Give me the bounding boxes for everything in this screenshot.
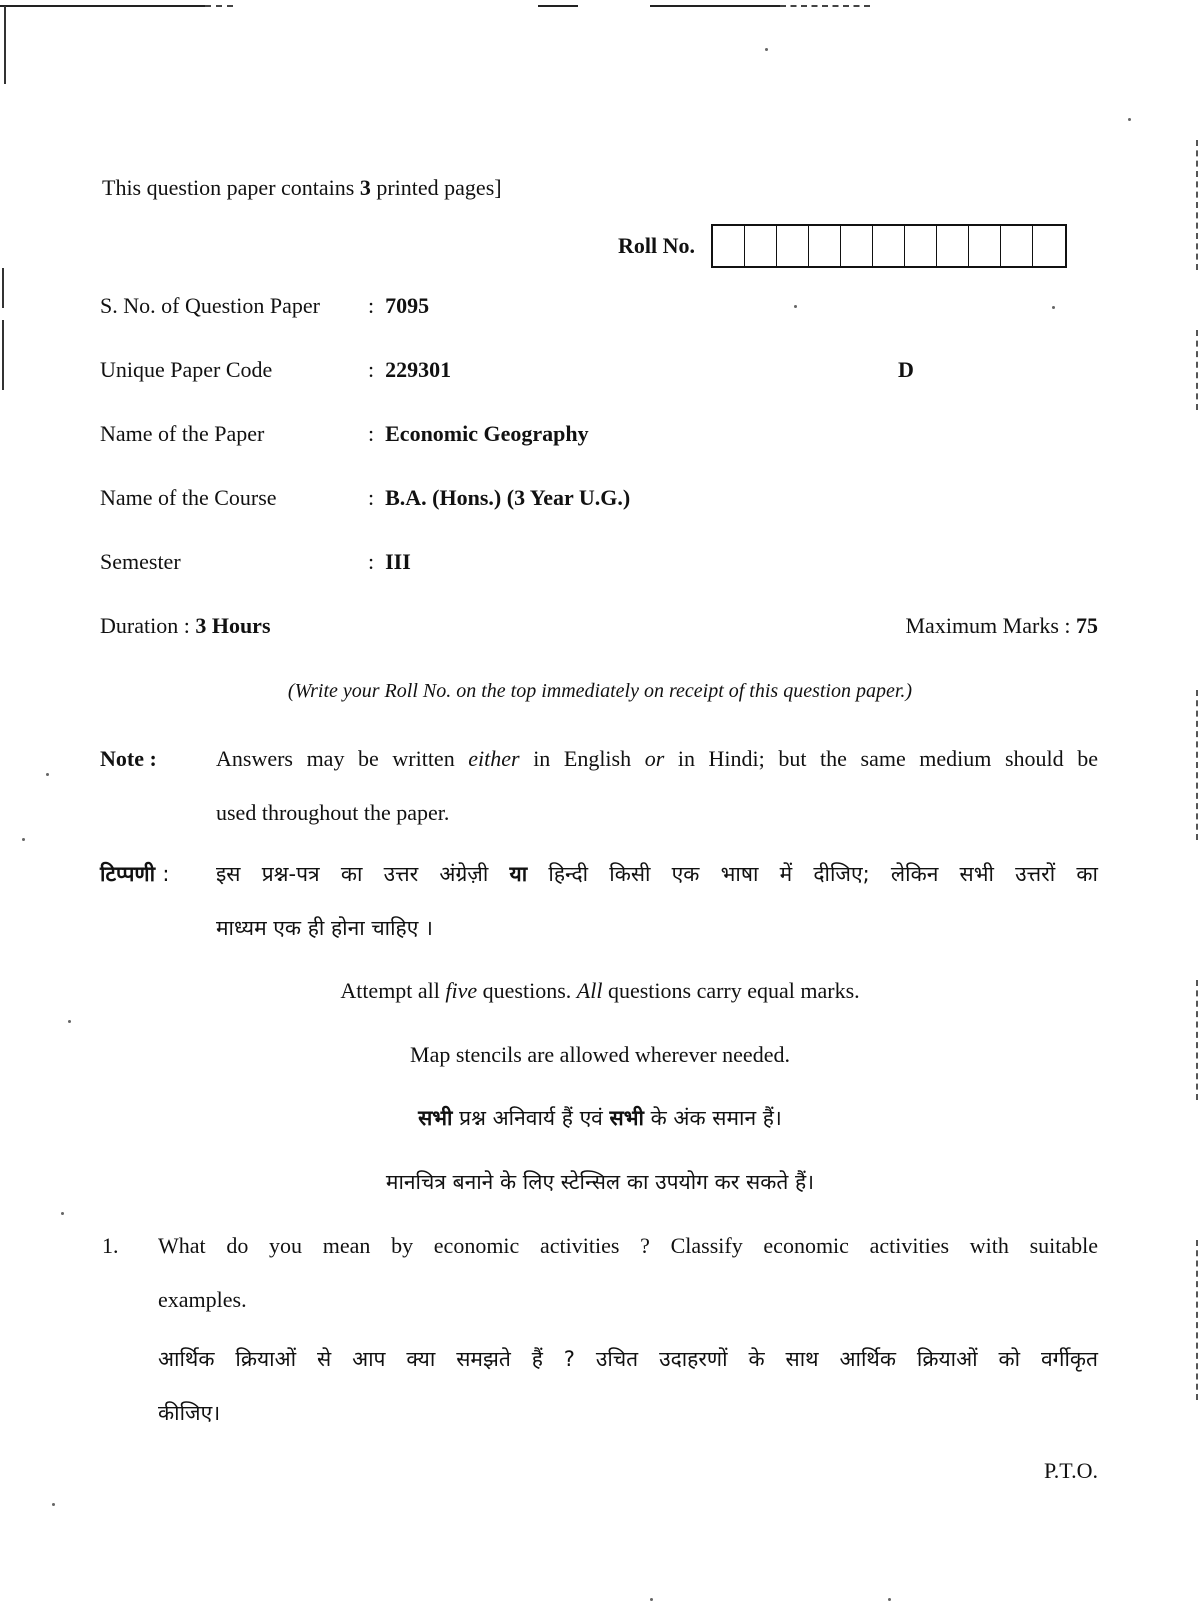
paper-label: Name of the Paper <box>100 421 265 446</box>
scan-dash <box>780 5 870 7</box>
tippani-label: टिप्पणी : <box>100 862 170 886</box>
hindi-map-instruction: मानचित्र बनाने के लिए स्टेन्सिल का उपयोग कर सकते हैं। <box>385 1170 815 1194</box>
roll-digit-box[interactable] <box>745 226 777 266</box>
roll-digit-box[interactable] <box>873 226 905 266</box>
question-number: 1. <box>102 1233 119 1258</box>
scan-mark <box>2 320 4 390</box>
scan-mark <box>1196 1240 1198 1400</box>
course-label: Name of the Course <box>100 485 277 510</box>
sno-label: S. No. of Question Paper <box>100 293 320 318</box>
roll-number-row <box>618 224 1067 268</box>
duration: Duration : 3 Hours <box>100 613 271 638</box>
roll-digit-box[interactable] <box>905 226 937 266</box>
map-instruction: Map stencils are allowed wherever needed. <box>410 1042 790 1067</box>
tippani-line-2: माध्यम एक ही होना चाहिए । <box>216 916 433 940</box>
roll-number-label: Roll No. <box>618 233 695 258</box>
scan-mark <box>1196 690 1198 840</box>
scan-border-top <box>0 5 205 7</box>
maximum-marks: Maximum Marks : 75 <box>905 613 1098 638</box>
roll-digit-box[interactable] <box>1033 226 1065 266</box>
upc-value: : 229301 <box>368 357 452 382</box>
pto-label: P.T.O. <box>1044 1458 1098 1483</box>
question-1-hindi-line-1: आर्थिक क्रियाओं से आप क्या समझते हैं ? उचित उदाहरणों के साथ आर्थिक क्रियाओं को वर्गीकृत <box>158 1347 1098 1371</box>
note-line-1: Answers may be written either in English or in Hindi; but the same medium should be <box>216 746 1098 771</box>
hindi-attempt-instruction: सभी प्रश्न अनिवार्य हैं एवं सभी के अंक समान हैं। <box>418 1106 782 1130</box>
scan-border-left <box>4 6 6 84</box>
roll-digit-box[interactable] <box>777 226 809 266</box>
set-code: D <box>898 357 914 382</box>
note-line-2: used throughout the paper. <box>216 800 450 825</box>
roll-instruction: (Write your Roll No. on the top immediately on receipt of this question paper.) <box>287 680 913 702</box>
course-value: : B.A. (Hons.) (3 Year U.G.) <box>368 485 631 510</box>
tippani-line-1: इस प्रश्न-पत्र का उत्तर अंग्रेज़ी या हिन्दी किसी एक भाषा में दीजिए; लेकिन सभी उत्तरों का <box>216 862 1098 886</box>
scan-line <box>538 5 578 7</box>
page-count: 3 <box>359 175 371 200</box>
semester-value: : III <box>368 549 411 574</box>
upc-label: Unique Paper Code <box>100 357 273 382</box>
roll-digit-box[interactable] <box>937 226 969 266</box>
scan-line <box>650 5 780 7</box>
question-1-hindi-line-2: कीजिए। <box>158 1401 221 1425</box>
roll-digit-box[interactable] <box>1001 226 1033 266</box>
scan-mark <box>1196 330 1198 410</box>
scan-mark <box>2 268 4 308</box>
roll-digit-box[interactable] <box>841 226 873 266</box>
roll-digit-box[interactable] <box>969 226 1001 266</box>
roll-digit-box[interactable] <box>713 226 745 266</box>
question-1-english-line-1: What do you mean by economic activities ? Classify economic activities with suitable <box>158 1233 1098 1258</box>
question-1-english-line-2: examples. <box>158 1287 247 1312</box>
sno-value: : 7095 <box>368 293 430 318</box>
attempt-instruction: Attempt all five questions. All questions carry equal marks. <box>340 978 860 1003</box>
semester-label: Semester <box>100 549 181 574</box>
scan-mark <box>1196 140 1198 270</box>
note-label: Note : <box>100 746 157 771</box>
scan-dash <box>205 5 233 7</box>
roll-digit-box[interactable] <box>809 226 841 266</box>
paper-value: : Economic Geography <box>368 421 589 446</box>
page-count-line: This question paper contains 3 printed pages] <box>102 175 502 200</box>
roll-number-boxes[interactable] <box>711 224 1067 268</box>
